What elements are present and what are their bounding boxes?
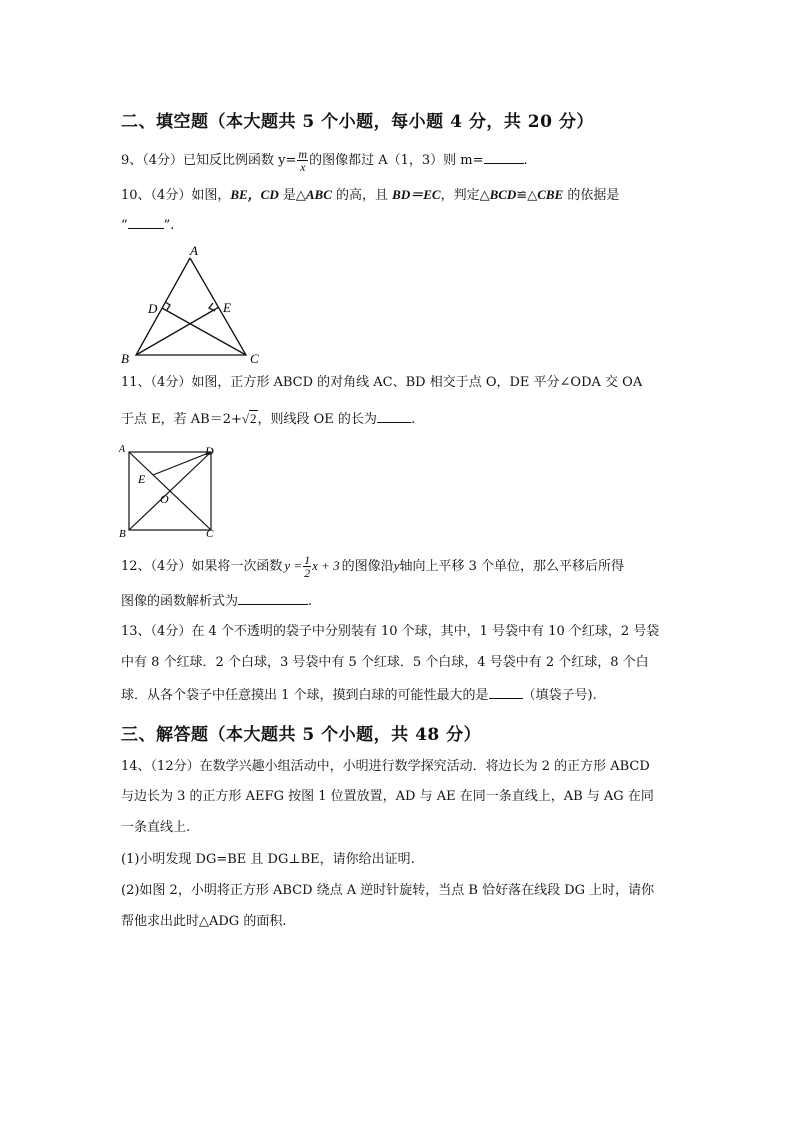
question-13-line1: 13、（4分）在 4 个不透明的袋子中分别装有 10 个球，其中，1 号袋中有 10 个红球，2 号袋 [121, 624, 660, 639]
question-10-line2 [121, 216, 174, 235]
q9-frac-den: x [300, 160, 306, 174]
q11-suffix: ，则线段 OE 的长为 [257, 412, 377, 427]
q9-prefix: 9、（4分）已知反比例函数 y= [121, 153, 297, 168]
q10-cong: ≌△ [516, 188, 538, 203]
question-14-line2: 与边长为 3 的正方形 AEFG 按图 1 位置放置，AD 与 AE 在同一条直线上，AB 与 AG 在同 [121, 789, 654, 804]
q10-bd-ec: BD＝EC [392, 187, 441, 202]
q12-answer-blank[interactable] [238, 592, 308, 605]
q9-suffix: 的图像都过 A（1，3）则 m= [309, 153, 484, 168]
q11-answer-blank[interactable] [377, 410, 411, 423]
q11-square-figure [116, 440, 220, 540]
question-14-line1: 14、（12分）在数学兴趣小组活动中，小明进行数学探究活动．将边长为 2 的正方形 ABCD [121, 759, 650, 774]
q9-end: . [523, 153, 528, 168]
q12-frac-den: 2 [304, 566, 311, 580]
q12-axis: y [393, 558, 400, 573]
question-11-line2 [121, 410, 415, 429]
question-14-part1: (1)小明发现 DG=BE 且 DG⊥BE，请你给出证明. [121, 852, 415, 867]
question-9 [121, 148, 528, 173]
question-14-part2-cont: 帮他求出此时△ADG 的面积. [121, 914, 287, 929]
q11-sqrt: √2 [241, 411, 257, 426]
q12-expr: x + 3 [312, 558, 340, 573]
q12-y-eq: y = [284, 558, 303, 573]
label-a: A [119, 444, 126, 455]
q10-be-cd: BE，CD [230, 187, 279, 202]
question-14-line3: 一条直线上. [121, 820, 191, 835]
q12-frac-num: 1 [304, 553, 311, 567]
q12-line2: 图像的函数解析式为 [121, 594, 239, 609]
question-13-line3 [121, 686, 597, 705]
q12-suffix: 轴向上平移 3 个单位，那么平移后所得 [399, 559, 625, 574]
label-a: A [190, 243, 198, 258]
q11-prefix: 于点 E，若 AB＝2+ [121, 412, 242, 427]
section2-title: 二、填空题（本大题共 5 个小题，每小题 4 分，共 20 分） [121, 112, 594, 132]
q10-triangle-figure [112, 240, 272, 368]
q10-part5: 的依据是 [563, 188, 620, 203]
q10-cbe: CBE [537, 187, 564, 202]
q10-abc: ABC [305, 187, 332, 202]
label-e: E [223, 300, 231, 315]
q9-answer-blank[interactable] [484, 151, 524, 164]
q13-answer-blank[interactable] [489, 686, 523, 699]
q13-suffix: （填袋子号). [522, 688, 597, 703]
q10-answer-blank[interactable] [128, 216, 164, 229]
q9-frac-num: m [298, 147, 308, 161]
q11-end: . [410, 412, 416, 427]
question-13-line2: 中有 8 个红球．2 个白球，3 号袋中有 5 个红球．5 个白球，4 号袋中有 2 个红球，8 个白 [121, 655, 649, 670]
label-d: D [148, 301, 158, 316]
question-12-line2 [121, 592, 312, 611]
q12-fraction [303, 554, 311, 579]
label-c: C [206, 528, 214, 540]
label-e: E [138, 472, 146, 486]
label-o: O [160, 492, 169, 506]
q12-prefix: 12、（4分）如果将一次函数 [121, 559, 283, 574]
q10-open-quote: “ [121, 218, 128, 233]
q12-end: . [308, 594, 313, 609]
q10-part3: 的高，且 [331, 188, 393, 203]
section3-title: 三、解答题（本大题共 5 个小题，共 48 分） [121, 725, 482, 745]
q10-part2: 是△ [278, 188, 306, 203]
q11-sqrt-val: 2 [250, 411, 257, 426]
q9-fraction [297, 148, 308, 173]
q12-mid: 的图像沿 [341, 559, 394, 574]
label-b: B [119, 528, 126, 540]
q10-bcd: BCD [489, 187, 517, 202]
question-12-line1 [121, 554, 624, 579]
label-b: B [121, 351, 129, 366]
q10-part4: ，判定△ [440, 188, 490, 203]
right-angle-d [165, 302, 170, 310]
q10-part1: 10、（4分）如图， [121, 188, 231, 203]
segment-de [153, 452, 211, 475]
question-14-part2: (2)如图 2，小明将正方形 ABCD 绕点 A 逆时针旋转，当点 B 恰好落在线段 DG 上时，请你 [121, 883, 655, 898]
question-11-line1: 11、（4分）如图，正方形 ABCD 的对角线 AC、BD 相交于点 O，DE 平分∠ODA 交 OA [121, 375, 643, 390]
q10-close-quote: ”. [163, 218, 175, 233]
q13-prefix: 球．从各个袋子中任意摸出 1 个球，摸到白球的可能性最大的是 [121, 688, 489, 703]
label-c: C [250, 351, 259, 366]
label-d: D [205, 444, 214, 458]
question-10-line1 [121, 186, 619, 205]
